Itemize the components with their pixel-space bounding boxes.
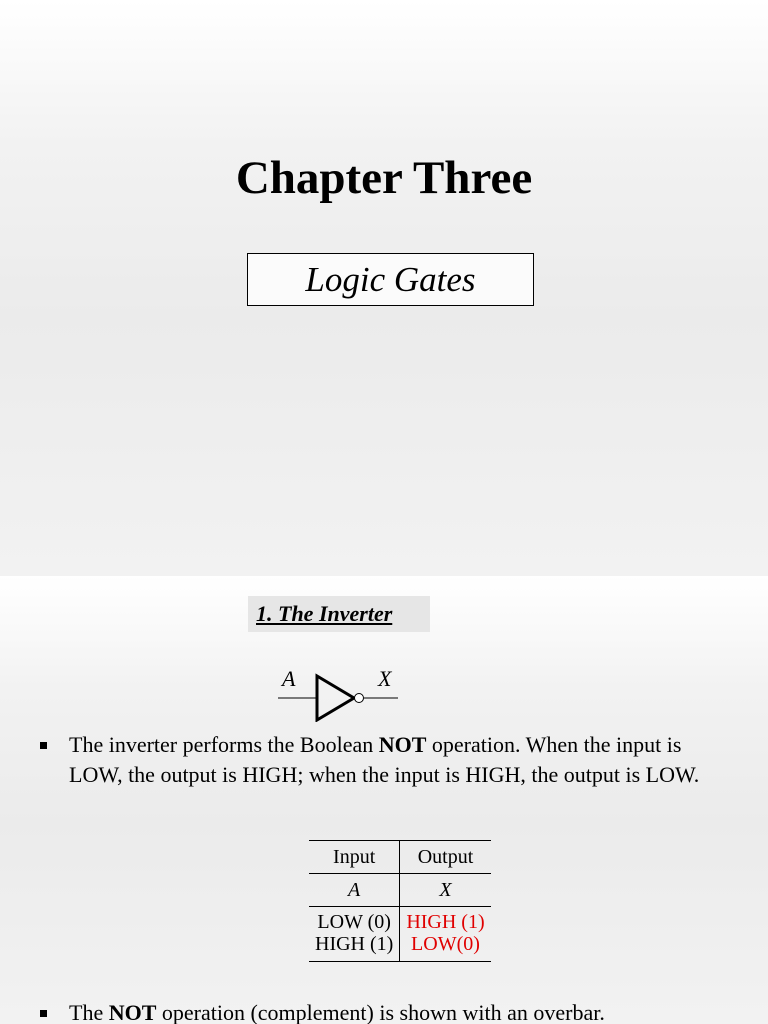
table-row: [309, 933, 491, 962]
bullet-marker: [40, 742, 47, 749]
bullet-text: [69, 998, 720, 1024]
table-cell-output: LOW(0): [411, 933, 480, 955]
header-output: Output: [417, 846, 474, 868]
table-cell-input: HIGH (1): [309, 933, 400, 962]
gate-output-label: X: [378, 666, 392, 691]
bullet-marker: [40, 1010, 47, 1017]
truth-table: [309, 840, 491, 962]
bullet-text-part: operation (complement) is shown with an overbar.: [156, 1000, 605, 1024]
bullet-text-part: The: [69, 1000, 109, 1024]
truth-table-variable-row: [309, 874, 491, 907]
bullet-not-operation: [40, 730, 720, 790]
gate-bubble: [355, 694, 364, 703]
inverter-gate-symbol: [270, 662, 410, 722]
header-input: Input: [309, 841, 400, 874]
bullet-overbar: [40, 998, 720, 1024]
chapter-title: Chapter Three: [235, 152, 533, 204]
section-heading-text: 1. The Inverter: [256, 601, 393, 626]
variable-a: A: [309, 874, 400, 907]
variable-x: X: [400, 874, 491, 907]
gate-triangle: [317, 676, 354, 720]
gate-input-label: A: [282, 666, 296, 691]
bullet-text-part: operation. When the input is LOW, the output is HIGH; when the input is HIGH, the output is LOW.: [69, 732, 700, 787]
table-row: [309, 907, 491, 934]
bullet-text-part: The inverter performs the Boolean: [69, 732, 379, 757]
subtitle-box: [247, 253, 534, 306]
section-heading: [248, 596, 430, 632]
subtitle: Logic Gates: [305, 259, 476, 299]
bullet-bold-text: NOT: [378, 732, 427, 757]
inverter-slide: [0, 576, 768, 1024]
table-cell-output: HIGH (1): [406, 911, 485, 933]
bullet-bold-text: NOT: [108, 1000, 157, 1024]
bullet-text: [69, 730, 720, 790]
table-cell-input: LOW (0): [309, 907, 400, 934]
truth-table-header-row: [309, 841, 491, 874]
